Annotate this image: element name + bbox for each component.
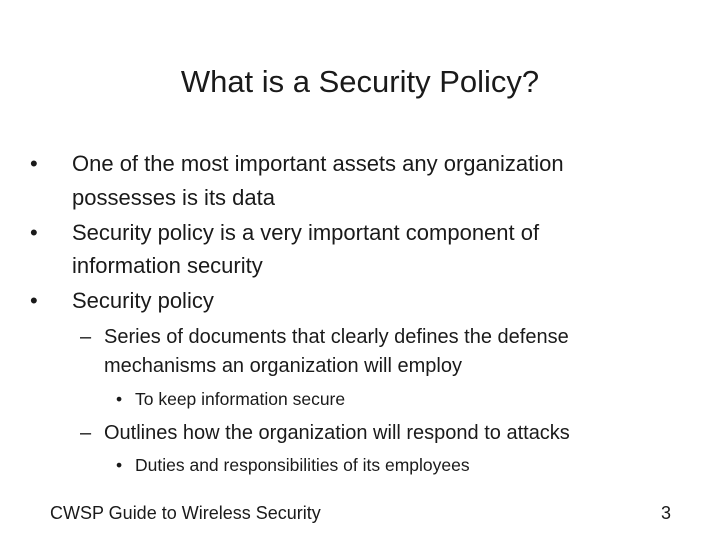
sub-bullet-text-line: Outlines how the organization will respond to attacks xyxy=(104,422,570,444)
sub-bullet-text-line: mechanisms an organization will employ xyxy=(104,355,462,377)
bullet-text-line: Security policy is a very important component of xyxy=(72,220,540,245)
bullet-text-line: possesses is its data xyxy=(72,185,275,210)
sub-sub-bullet-marker: • xyxy=(116,455,123,475)
bullet-marker: • xyxy=(30,151,38,176)
sub-sub-bullet-text-line: To keep information secure xyxy=(135,389,346,409)
sub-bullet-marker: – xyxy=(80,422,92,444)
slide-title: What is a Security Policy? xyxy=(180,64,540,99)
slide-number: 3 xyxy=(660,503,671,523)
sub-bullet-text-line: Series of documents that clearly defines the defense xyxy=(104,326,569,348)
bullet-marker: • xyxy=(30,220,38,245)
bullet-text-line: One of the most important assets any organization xyxy=(72,151,564,176)
sub-bullet-marker: – xyxy=(80,326,92,348)
bullet-text-line: Security policy xyxy=(72,288,214,313)
bullet-marker: • xyxy=(30,288,38,313)
sub-sub-bullet-text-line: Duties and responsibilities of its employees xyxy=(135,455,470,475)
footer-course-title: CWSP Guide to Wireless Security xyxy=(50,503,321,523)
sub-sub-bullet-marker: • xyxy=(116,389,123,409)
bullet-text-line: information security xyxy=(72,253,263,278)
